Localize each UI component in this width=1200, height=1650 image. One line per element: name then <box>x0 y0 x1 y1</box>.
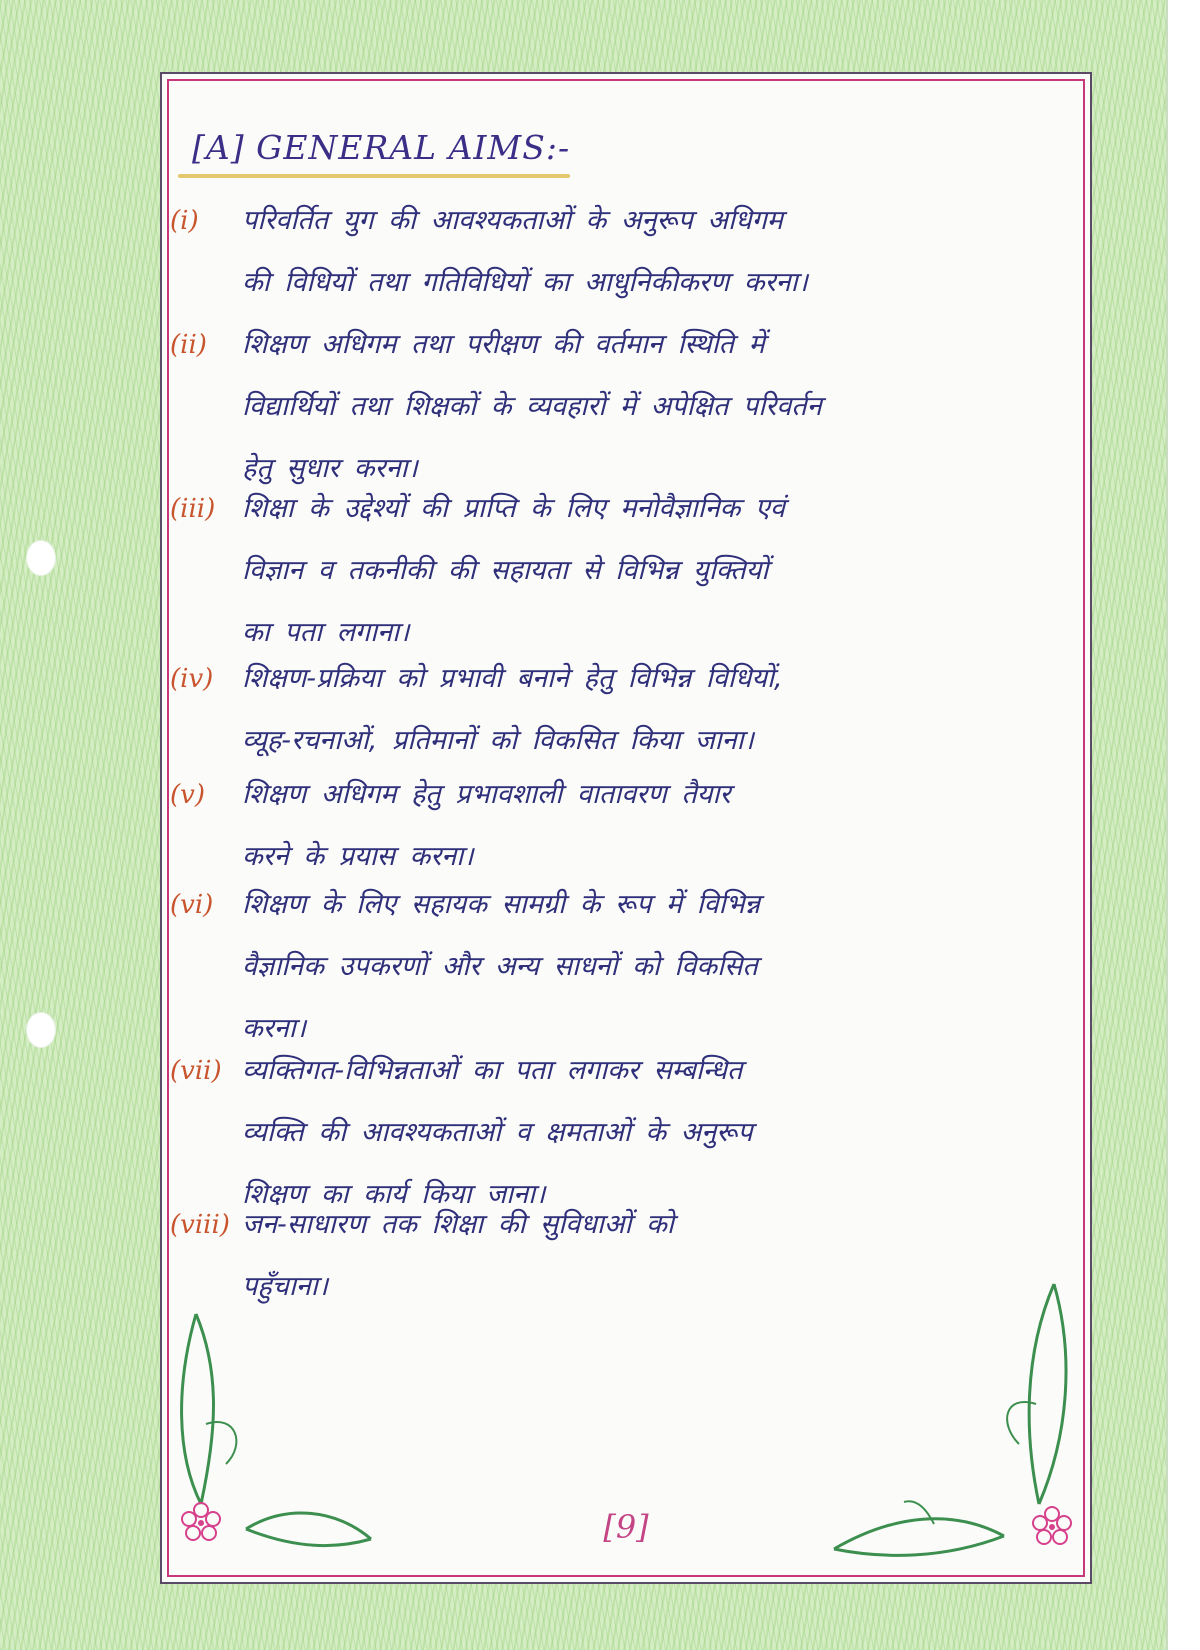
heading-underline <box>178 174 570 178</box>
aim-label: (vi) <box>170 890 214 920</box>
punch-hole-top <box>26 540 56 576</box>
aim-text: परिवर्तित युग की आवश्यकताओं के अनुरूप अधिगम की विधियों तथा गतिविधियों का आधुनिकीकरण करना। <box>242 205 808 298</box>
handwritten-sheet <box>160 72 1092 1584</box>
aim-item-2 <box>170 314 1066 500</box>
aim-text: शिक्षण के लिए सहायक सामग्री के रूप में विभिन्न वैज्ञानिक उपकरणों और अन्य साधनों को विकसित करना। <box>242 889 761 1044</box>
aim-item-3 <box>170 478 1066 664</box>
aim-item-6 <box>170 874 1066 1060</box>
aim-label: (iv) <box>170 664 214 694</box>
aim-text: शिक्षण अधिगम तथा परीक्षण की वर्तमान स्थिति में विद्यार्थियों तथा शिक्षकों के व्यवहारों में अपेक्षित परिवर्तन हेतु सुधार करना। <box>242 329 822 484</box>
aim-label: (i) <box>170 206 199 236</box>
aim-item-5 <box>170 764 1066 888</box>
aim-label: (vii) <box>170 1056 222 1086</box>
aim-label: (v) <box>170 780 205 810</box>
aim-item-1 <box>170 190 1066 314</box>
aim-text: शिक्षण अधिगम हेतु प्रभावशाली वातावरण तैयार करने के प्रयास करना। <box>242 779 731 872</box>
page-number: [9] <box>603 1508 649 1546</box>
aim-item-4 <box>170 648 1066 772</box>
section-heading: [A] GENERAL AIMS:- <box>192 128 571 167</box>
aim-text: व्यक्तिगत-विभिन्नताओं का पता लगाकर सम्बन्धित व्यक्ति की आवश्यकताओं व क्षमताओं के अनुरूप शिक्षण का कार्य किया जाना। <box>242 1055 753 1210</box>
aim-text: शिक्षा के उद्देश्यों की प्राप्ति के लिए मनोवैज्ञानिक एवं विज्ञान व तकनीकी की सहायता से विभिन्न युक्तियों का पता लगाना। <box>242 493 785 648</box>
aim-text: जन-साधारण तक शिक्षा की सुविधाओं को पहुँचाना। <box>242 1209 674 1302</box>
aim-label: (iii) <box>170 494 216 524</box>
aim-label: (viii) <box>170 1210 230 1240</box>
punch-hole-bottom <box>26 1012 56 1048</box>
aim-label: (ii) <box>170 330 207 360</box>
page-edge-strip <box>1166 0 1200 1650</box>
aim-text: शिक्षण-प्रक्रिया को प्रभावी बनाने हेतु विभिन्न विधियों, व्यूह-रचनाओं, प्रतिमानों को विकसित किया जाना। <box>242 663 783 756</box>
